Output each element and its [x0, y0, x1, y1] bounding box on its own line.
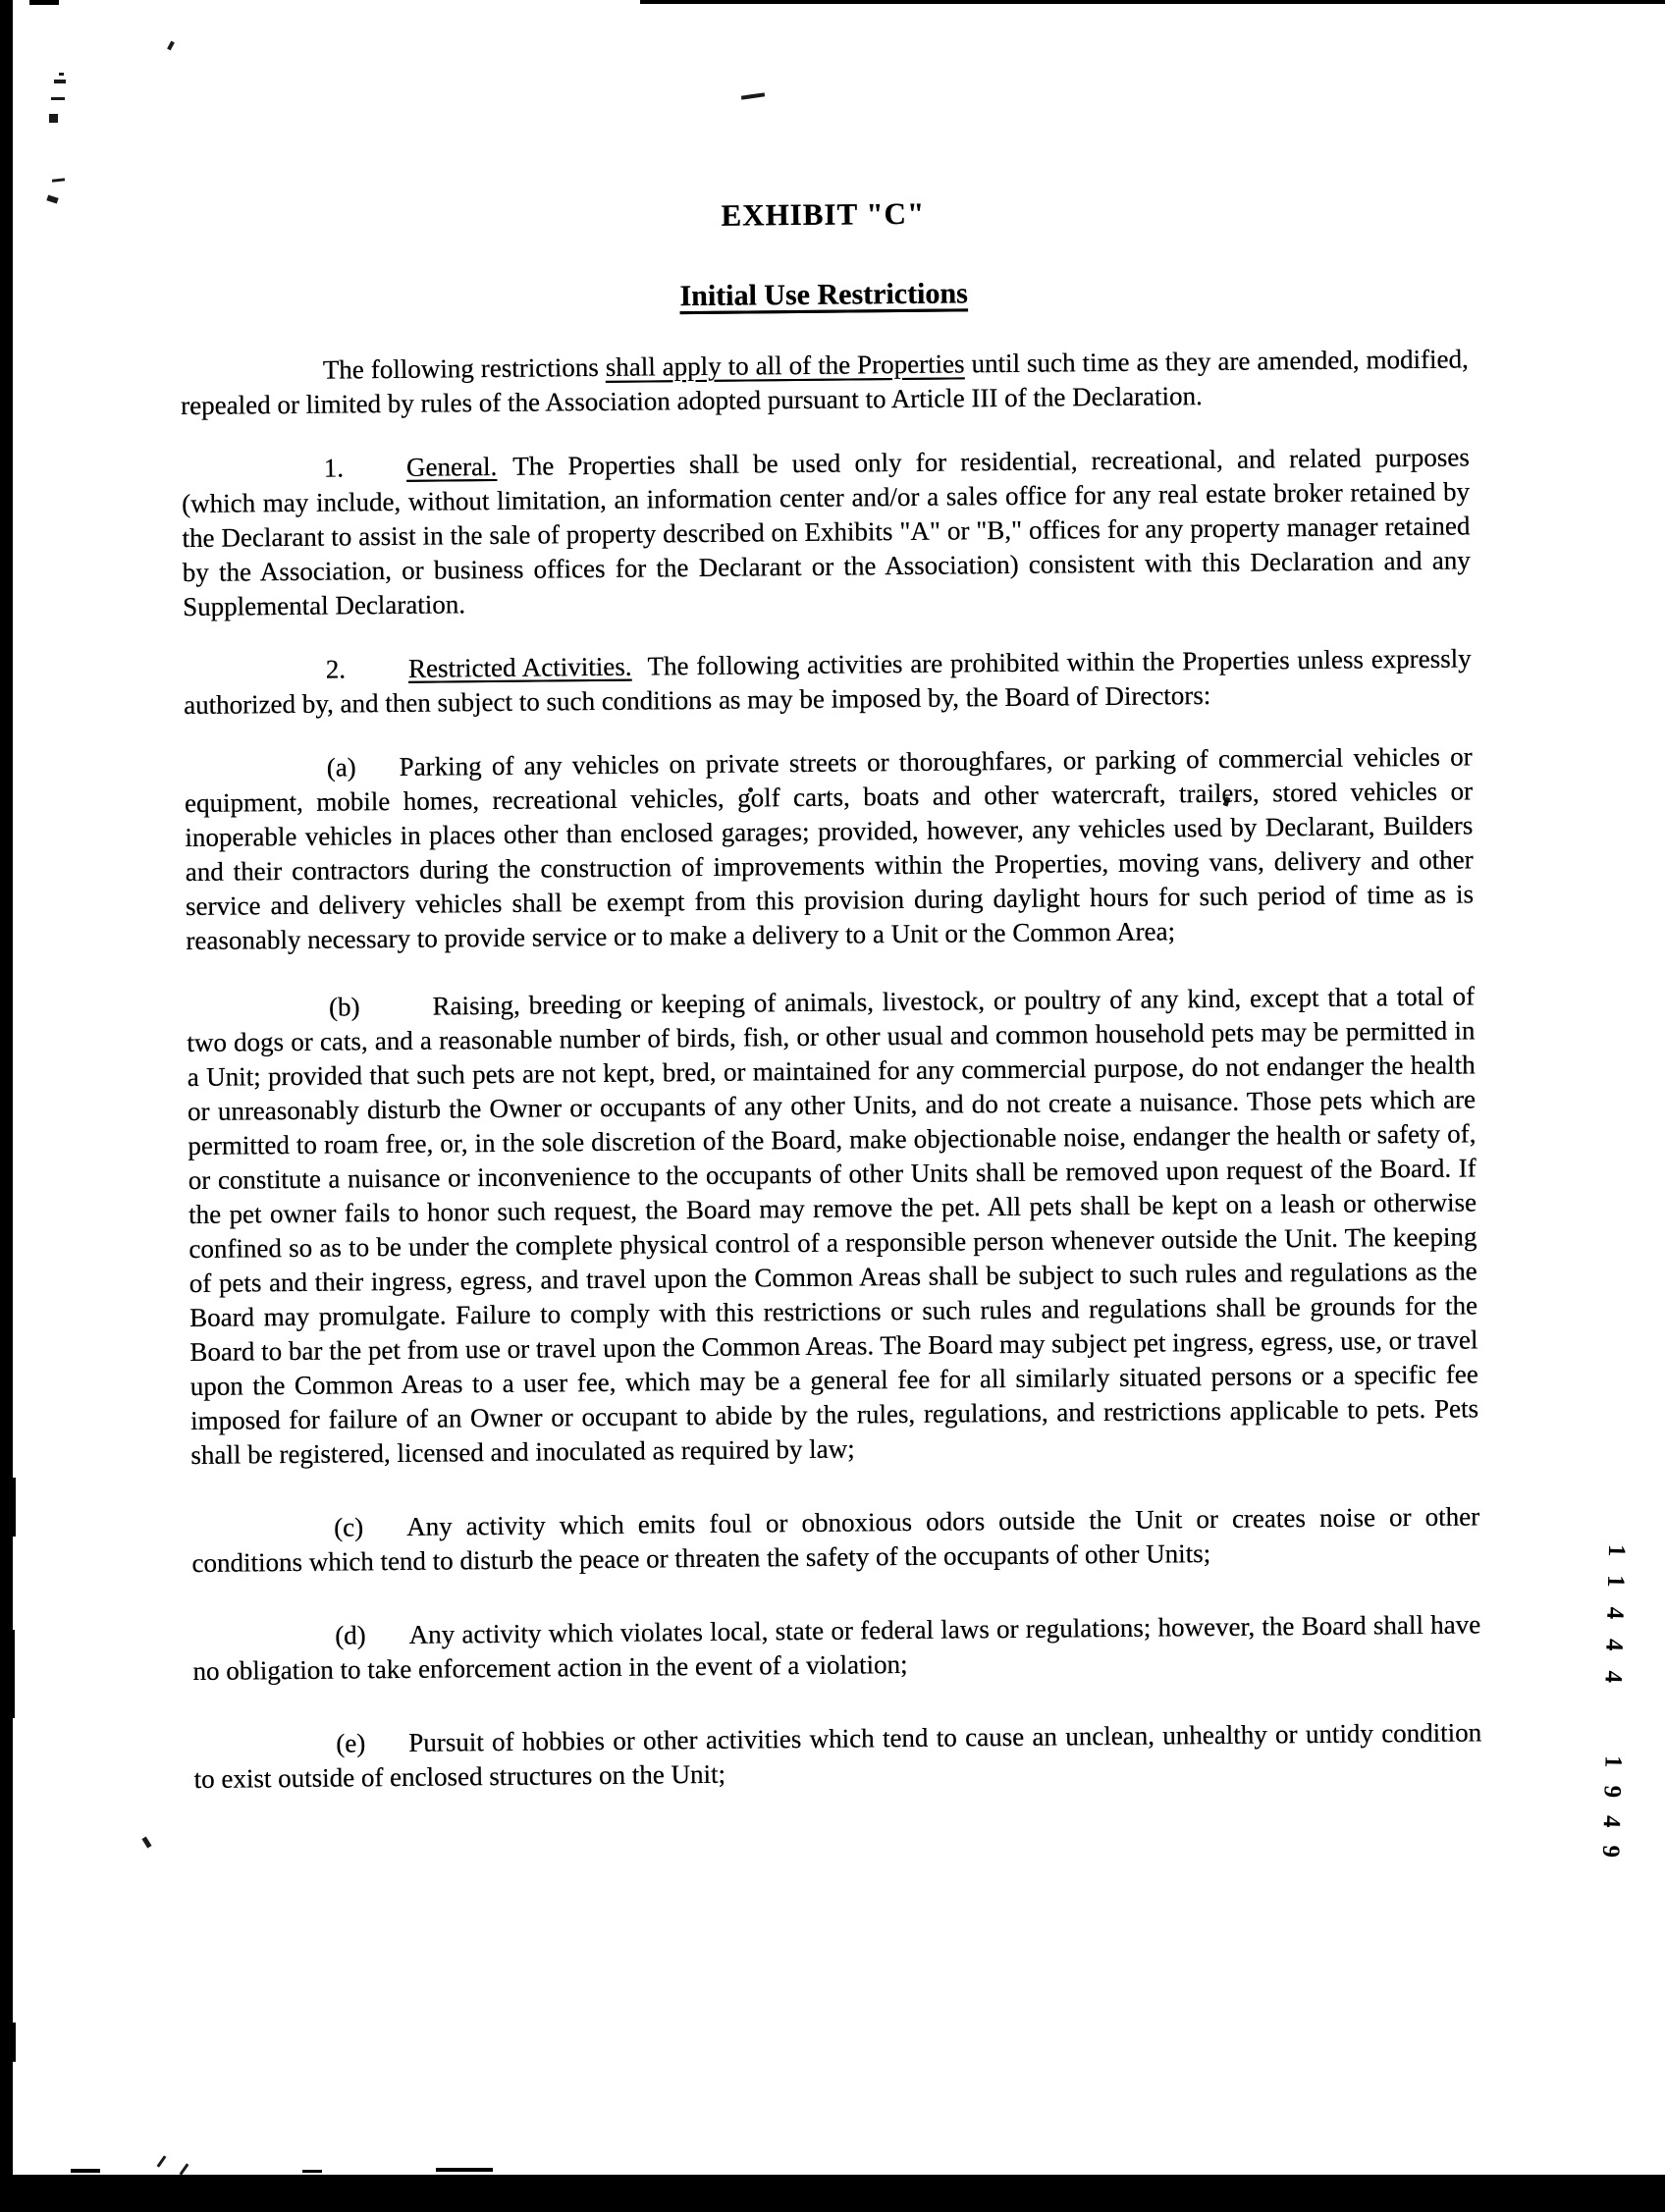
scan-edge-left-notch — [13, 2023, 16, 2062]
scan-speck — [302, 2170, 322, 2173]
scan-artifact-mark — [51, 97, 65, 100]
item-label: (b) — [328, 992, 360, 1022]
scan-edge-left — [0, 0, 13, 2212]
intro-lead: The following restrictions — [322, 351, 606, 385]
scan-edge-top — [29, 0, 59, 5]
scan-speck — [436, 2168, 493, 2172]
item-label: (e) — [336, 1728, 366, 1758]
scan-speck — [71, 2169, 100, 2173]
section-number: 2. — [325, 654, 347, 684]
item-c — [191, 1499, 1480, 1581]
scan-artifact-mark — [167, 41, 175, 51]
section-1-general — [182, 440, 1472, 624]
scan-edge-top — [640, 0, 1665, 4]
scan-artifact-mark — [49, 114, 58, 123]
section-number: 1. — [323, 453, 345, 483]
scan-artifact-mark — [46, 194, 58, 203]
scan-artifact-mark — [741, 92, 765, 99]
item-a — [185, 739, 1475, 958]
item-label: (c) — [334, 1512, 364, 1542]
section-heading: Restricted Activities. — [407, 651, 632, 683]
scan-artifact-mark — [52, 178, 65, 182]
item-label: (a) — [326, 752, 356, 782]
section-heading: General. — [405, 451, 498, 482]
item-b — [187, 979, 1479, 1473]
item-e — [193, 1715, 1482, 1797]
document-subtitle-text: Initial Use Restrictions — [679, 277, 968, 313]
scan-artifact-mark — [59, 73, 64, 76]
margin-number-2: 1949 — [1596, 1754, 1627, 1876]
item-text: Pursuit of hobbies or other activities which tend to cause an unclean, unhealthy or untidy condition to exist outside of enclosed structures on the Unit; — [193, 1717, 1482, 1794]
intro-rest: until such time as they are amended, modified, repealed or limited by rules of the Association adopted pursuant to Article III of the Declaration. — [181, 344, 1469, 421]
tab-space — [344, 476, 406, 477]
item-text: Any activity which violates local, state or federal laws or regulations; however, the Board shall have no obligation to take enforcement action in the event of a violation; — [192, 1609, 1481, 1686]
scan-artifact-mark — [157, 2155, 167, 2167]
tab-space — [360, 1015, 433, 1016]
item-text: Raising, breeding or keeping of animals, livestock, or poultry of any kind, except that a total of two dogs or cats, and a reasonable number of birds, fish, or other usual and common household pets may be permitted in a Unit; provided that such pets are not kept, bred, or maintained for any commercial purpose, do not endanger the health or unreasonably disturb the Owner or occupants of any other Units, and do not create a nuisance. Those pets which are permitted to roam free, or, in the sole discretion of the Board, make objectionable noise, endanger the health or safety of, or constitute a nuisance or inconvenience to the occupants of other Units shall be removed upon request of the Board. If the pet owner fails to honor such request, the Board may remove the pet. All pets shall be kept on a leash or otherwise confined so as to be under the complete physical control of a responsible person whenever outside the Unit. The keeping of pets and their ingress, egress, and travel upon the Common Areas shall be subject to such rules and regulations as the Board may promulgate. Failure to comply with this restrictions or such rules and regulations shall be grounds for the Board to bar the pet from use or travel upon the Common Areas. The Board may subject pet ingress, egress, use, or travel upon the Common Areas to a user fee, which may be a general fee for all similarly situated persons or a specific fee imposed for failure of an Owner or occupant to abide by the rules, regulations, and restrictions applicable to pets. Pets shall be registered, licensed and inoculated as required by law; — [187, 981, 1479, 1470]
scan-edge-left-notch — [13, 1478, 16, 1537]
section-body: The following activities are prohibited within the Properties unless expressly authorized by, and then subject to such conditions as may be imposed by, the Board of Directors: — [183, 643, 1472, 721]
intro-paragraph — [181, 342, 1470, 423]
scan-artifact-mark — [54, 80, 66, 83]
exhibit-title: EXHIBIT "C" — [721, 195, 926, 233]
item-text: Parking of any vehicles on private streets or thoroughfares, or parking of commercial vehicles or equipment, mobile homes, recreational vehicles, golf carts, boats and other watercraft, trailers, stored vehicles or inoperable vehicles in places other than enclosed garages; provided, however, any vehicles used by Declarant, Builders and their contractors during the construction of improvements within the Properties, moving vans, delivery and other service and delivery vehicles shall be exempt from this provision during daylight hours for such period of time as is reasonably necessary to provide service or to make a delivery to a Unit or the Common Area; — [184, 741, 1475, 956]
margin-number-1: 11444 — [1598, 1543, 1631, 1703]
intro-underlined-phrase: shall apply to all of the Properties — [605, 349, 965, 382]
item-d — [192, 1607, 1481, 1689]
item-text: Any activity which emits foul or obnoxious odors outside the Unit or creates noise or other conditions which tend to disturb the peace or threaten the safety of the occupants of other Units; — [191, 1501, 1480, 1578]
section-body: The Properties shall be used only for residential, recreational, and related purposes (which may include, without limitation, an information center and/or a sales office for any real estate broker retained by the Declarant to assist in the sale of property described on Exhibits "A" or "B," offices for any property manager retained by the Association, or business offices for the Declarant or the Association) consistent with this Declaration and any Supplemental Declaration. — [182, 442, 1471, 622]
scan-edge-bottom — [0, 2175, 1665, 2212]
scan-artifact-mark — [180, 2163, 189, 2175]
document-subtitle — [180, 269, 1468, 321]
tab-space — [346, 677, 408, 678]
scan-artifact-mark — [141, 1837, 151, 1849]
scan-edge-left-notch — [13, 1630, 15, 1718]
section-2-restricted-activities — [184, 641, 1473, 723]
item-label: (d) — [335, 1620, 366, 1650]
document-body — [179, 189, 1482, 1797]
